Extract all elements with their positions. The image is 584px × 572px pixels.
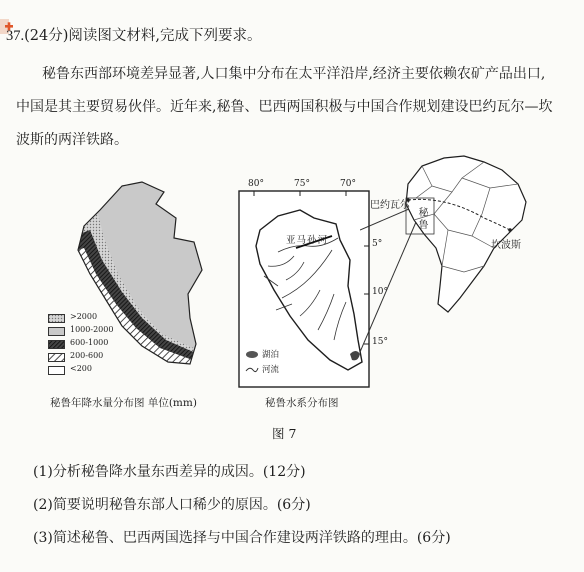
figure-label: 图 7 (272, 426, 297, 441)
legend-swatch (48, 340, 65, 349)
river-map-caption: 秘鲁水系分布图 (265, 397, 339, 409)
lat-label-10: 10° (372, 287, 388, 297)
material-line-2: 中国是其主要贸易伙伴。近年来,秘鲁、巴西两国积极与中国合作规划建设巴约瓦尔—坎 (16, 99, 553, 115)
lon-label-80: 80° (248, 179, 264, 189)
subquestion-3: (3)简述秘鲁、巴西两国选择与中国合作建设两洋铁路的理由。(6分) (33, 530, 451, 546)
material-paragraph (16, 58, 564, 157)
legend-swatch (48, 327, 65, 336)
lat-label-15: 15° (372, 337, 388, 347)
question-instruction: 阅读图文材料,完成下列要求。 (68, 28, 262, 44)
amazon-river-label: 亚马孙河 (286, 235, 329, 246)
south-america-map (386, 148, 534, 320)
lat-label-5: 5° (372, 239, 383, 249)
material-line-3: 波斯的两洋铁路。 (16, 132, 128, 148)
question-header (6, 24, 262, 45)
material-line-1: 秘鲁东西部环境差异显著,人口集中分布在太平洋沿岸,经济主要依赖农矿产品出口, (42, 66, 546, 82)
precipitation-map (38, 178, 238, 390)
lon-label-70: 70° (340, 179, 356, 189)
lon-label-75: 75° (294, 179, 310, 189)
subquestion-2: (2)简要说明秘鲁东部人口稀少的原因。(6分) (33, 497, 311, 513)
peru-label: 秘鲁 (416, 207, 427, 231)
question-number: 37. (6, 28, 25, 44)
legend-swatch (48, 314, 65, 323)
river-icon (245, 365, 259, 374)
legend-swatch (48, 353, 65, 362)
precipitation-map-caption: 秘鲁年降水量分布图 单位(mm) (50, 397, 197, 409)
bayovar-label: 巴约瓦尔 (370, 200, 410, 211)
subquestion-1: (1)分析秘鲁降水量东西差异的成因。(12分) (33, 464, 306, 480)
legend-swatch (48, 366, 65, 375)
question-points: (24分) (24, 28, 69, 44)
campos-label: 坎波斯 (491, 240, 521, 251)
lake-icon (245, 350, 259, 359)
